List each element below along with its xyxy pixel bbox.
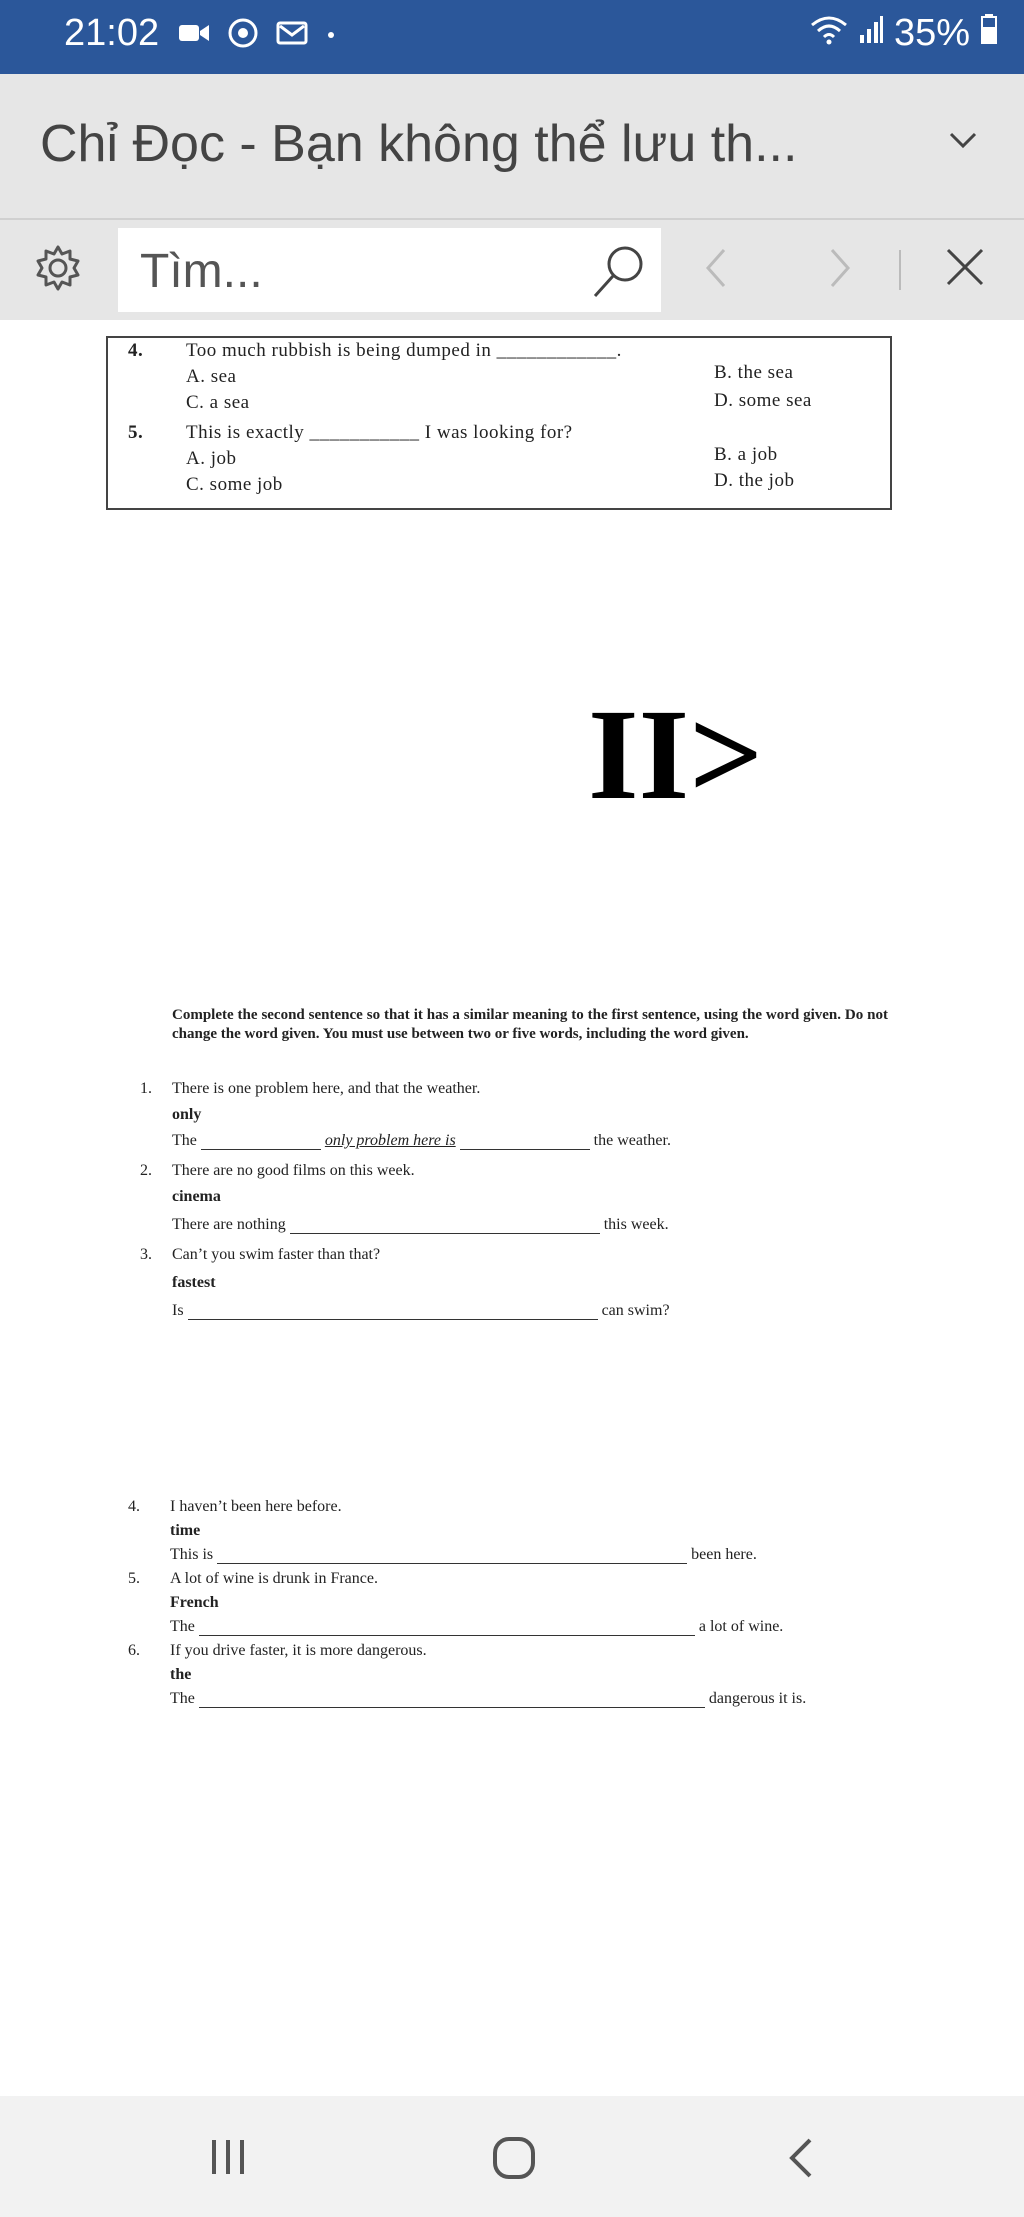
item-prefix: There are nothing [172,1216,286,1233]
item-sentence: I haven’t been here before. [170,1498,342,1515]
multiple-choice-box [106,336,892,510]
system-nav-bar [0,2096,1024,2217]
item-sentence: Can’t you swim faster than that? [172,1246,381,1263]
q4-option-d: D. some sea [714,390,812,411]
toolbar-divider [899,250,901,290]
instructions: Complete the second sentence so that it has a similar meaning to the first sentence, using the word given. Do not change the word given. You must use between two or five words, including the word given. [172,1007,888,1042]
signal-icon [858,12,884,55]
document-page [0,320,1024,2096]
item-suffix: been here. [691,1546,757,1563]
q5-text: This is exactly ___________ I was looking for? [186,422,573,443]
blank [199,1707,705,1708]
blank [217,1563,687,1564]
status-bar [0,0,1024,74]
item-sentence: There are no good films on this week. [172,1162,415,1179]
find-toolbar [0,218,1024,320]
section-heading: II> [588,683,764,827]
q5-option-d: D. the job [714,470,795,491]
item-answer-line [170,1618,783,1636]
battery-percent: 35% [893,12,970,54]
item-suffix: can swim? [601,1302,670,1319]
gear-icon[interactable] [32,242,84,299]
item-number: 4. [128,1498,140,1515]
item-prefix: Is [172,1302,184,1319]
q5-number: 5. [128,422,144,443]
home-icon[interactable] [492,2136,536,2185]
dot-icon [326,27,336,45]
item-keyword: French [170,1594,219,1611]
wifi-icon [810,12,848,55]
item-answer-line [172,1216,669,1234]
item-prefix: This is [170,1546,214,1563]
battery-icon [980,12,998,55]
item-suffix: this week. [603,1216,669,1233]
title-bar [0,74,1024,218]
mail-icon [276,20,308,51]
recent-apps-icon[interactable] [208,2138,248,2181]
item-keyword: the [170,1666,192,1683]
item-suffix: the weather. [593,1132,671,1149]
item-keyword: cinema [172,1188,221,1205]
search-input[interactable]: Tìm... [140,245,263,298]
back-icon[interactable] [786,2136,816,2185]
document-title[interactable]: Chỉ Đọc - Bạn không thể lưu th... [40,115,798,173]
item-keyword: fastest [172,1274,216,1291]
item-suffix: dangerous it is. [708,1690,807,1707]
item-prefix: The [170,1690,195,1707]
item-number: 5. [128,1570,140,1587]
item-answer-line [172,1302,670,1320]
item-keyword: only [172,1106,202,1123]
blank [201,1149,321,1150]
q4-option-c: C. a sea [186,392,250,413]
close-icon[interactable] [942,244,988,295]
item-prefix: The [172,1132,197,1149]
item-prefix: The [170,1618,195,1635]
chevron-down-icon[interactable] [948,130,978,155]
q5-option-a: A. job [186,448,237,469]
next-icon[interactable] [826,242,856,299]
blank [460,1149,590,1150]
item-sentence: There is one problem here, and that the weather. [172,1080,481,1097]
search-icon[interactable] [589,240,651,307]
q4-option-a: A. sea [186,366,237,387]
item-number: 2. [140,1162,152,1179]
item-keyword: time [170,1522,201,1539]
q4-text: Too much rubbish is being dumped in ____________. [186,340,622,361]
status-time: 21:02 [64,12,160,54]
item-answer-line [170,1690,806,1708]
blank [290,1233,600,1234]
item-answer-line [172,1132,671,1150]
item-answer-line [170,1546,757,1564]
item-number: 6. [128,1642,140,1659]
video-icon [178,22,210,49]
item-number: 3. [140,1246,152,1263]
q5-option-c: C. some job [186,474,283,495]
item-sentence: A lot of wine is drunk in France. [170,1570,378,1587]
item-sentence: If you drive faster, it is more dangerous. [170,1642,427,1659]
item-suffix: a lot of wine. [698,1618,784,1635]
prev-icon[interactable] [700,242,730,299]
blank [199,1635,695,1636]
item-number: 1. [140,1080,152,1097]
chrome-icon [228,18,258,53]
item-answer: only problem here is [324,1132,456,1149]
blank [188,1319,598,1320]
q5-option-b: B. a job [714,444,778,465]
q4-option-b: B. the sea [714,362,794,383]
search-field[interactable] [118,228,661,312]
q4-number: 4. [128,340,144,361]
